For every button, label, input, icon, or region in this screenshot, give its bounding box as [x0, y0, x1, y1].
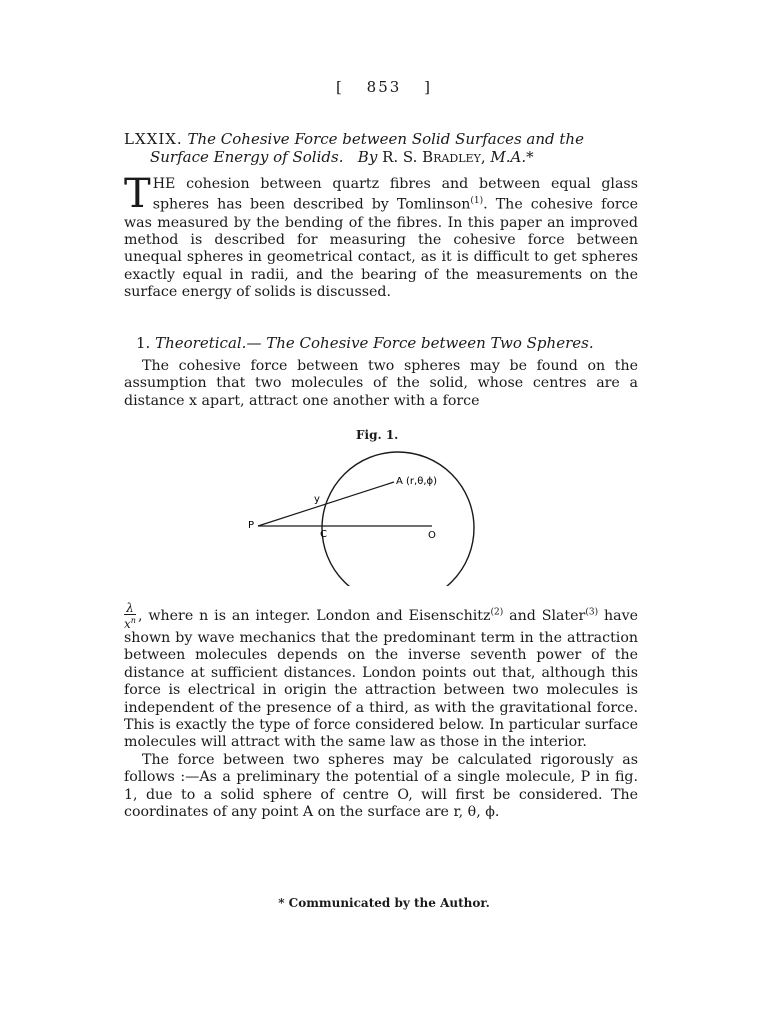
page-number-value: 853 — [366, 78, 402, 96]
author-degree: M.A.* — [490, 148, 534, 166]
by-label: By — [357, 148, 378, 166]
point-p-label: P — [248, 520, 255, 531]
author-name: R. S. Bradley, — [382, 148, 486, 166]
bracket-open: [ — [336, 78, 344, 96]
title-line-1: The Cohesive Force between Solid Surfaces and the — [187, 130, 584, 148]
intro-text-a: HE cohesion between quartz fibres and between equal glass spheres has been described by Tomlinson — [152, 176, 638, 214]
intro-text-b: . The cohesive force was measured by the bending of the fibres. In this paper an improved method is described for measuring the cohesive force between unequal spheres in geometrical contact, as it is difficult to get spheres exactly equal in radii, and the bearing of the measurements on the surface energy of solids is discussed. — [124, 197, 638, 301]
sphere-circle — [322, 452, 474, 586]
article-title — [124, 130, 644, 166]
para3-text-d: The force between two spheres may be calculated rigorously as follows :—As a preliminary the potential of a single molecule, P in fig. 1, due to a solid sphere of centre O, will first be considered. The coordinates of any point A on the surface are r, θ, ϕ. — [124, 751, 638, 821]
intro-paragraph — [124, 171, 638, 302]
drop-cap: T — [124, 171, 151, 217]
page-number — [0, 78, 768, 96]
lambda-fraction — [124, 602, 136, 630]
fraction-denominator: x — [124, 617, 131, 631]
label-y: y — [314, 494, 320, 505]
section-title: Theoretical.— The Cohesive Force between Two Spheres. — [155, 334, 594, 352]
point-o-label: O — [428, 530, 436, 541]
bracket-close: ] — [424, 78, 432, 96]
reference-2: (2) — [490, 607, 504, 618]
reference-3: (3) — [585, 607, 599, 618]
para3-text-c: have shown by wave mechanics that the predominant term in the attraction between molecules depends on the inverse seventh power of the distance at sufficient distances. London points out that, although this force is electrical in origin the attraction between two molecules is independent of the presence of a third, as with the gravitational force. This is exactly the type of force considered below. In particular surface molecules will attract with the same law as those in the interior. — [124, 608, 638, 751]
reference-1: (1) — [470, 196, 484, 207]
section-heading — [136, 334, 646, 352]
theory-paragraph: The cohesive force between two spheres may be found on the assumption that two molecules of the solid, whose centres are a distance x apart, attract one another with a force — [124, 358, 638, 409]
article-number: LXXIX. — [124, 130, 183, 148]
fraction-numerator: λ — [124, 602, 136, 615]
continuation-paragraph — [124, 602, 638, 821]
figure-label: Fig. 1. — [356, 428, 399, 442]
line-p-to-a — [258, 482, 394, 526]
footnote: * Communicated by the Author. — [278, 896, 490, 910]
figure-1-diagram — [240, 446, 520, 586]
label-c: C — [320, 529, 327, 540]
para3-text-a: , where n is an integer. London and Eisenschitz — [137, 608, 491, 624]
fraction-exponent: n — [130, 616, 136, 625]
point-a-label: A (r,θ,ϕ) — [396, 476, 438, 487]
title-line-2: Surface Energy of Solids. — [150, 148, 344, 166]
para3-text-b: and Slater — [503, 608, 586, 624]
section-number: 1. — [136, 334, 151, 352]
